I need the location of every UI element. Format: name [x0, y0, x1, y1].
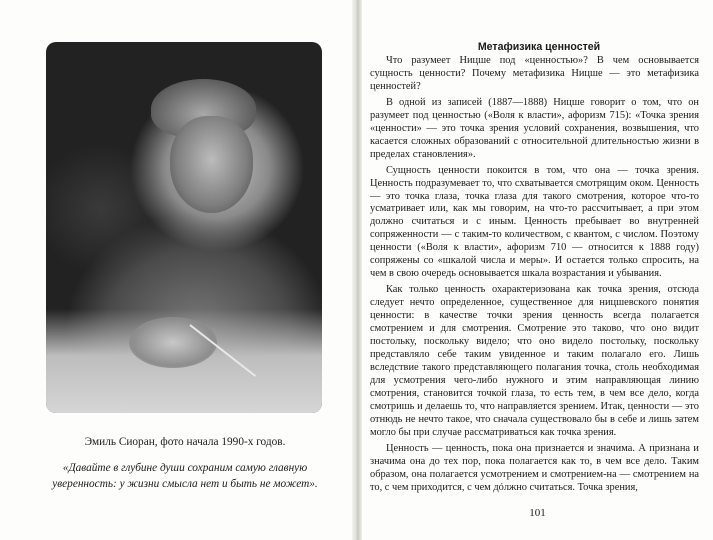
book-gutter [352, 0, 362, 540]
photo-hand-region [129, 317, 217, 369]
paragraph: Что разумеет Ницше под «ценностью»? В чем основывается сущность ценности? Почему метафизика Ницше — это метафизика ценностей? [370, 55, 699, 92]
right-page [362, 0, 713, 540]
left-page [0, 0, 352, 540]
paragraph: Сущность ценности покоится в том, что она — точка зрения. Ценность подразумевает то, что схватывается смотрящим оком. Ценность — это точка глаза, точка глаза для такого смотрения, которое что-то усматривает или, как мы говорим, на что-то рассчитывает, а при этом должно считаться и с иным. Ценность пребывает во внутренней сопряженности — с таким-то количеством, с квантом, с числом. Поэтому ценности («Воля к власти», афоризм 710 — относится к 1888 году) сопряжены со «шкалой числа и меры». И остается только спросить, на чем в свою очередь основывается шкала возрастания и убывания. [370, 164, 699, 280]
paragraph: Как только ценность охарактеризована как точка зрения, отсюда следует нечто определенное, существенное для ницшевского понятия ценности: в качестве точки зрения ценность всегда полагается смотрением и для смотрения. Смотрение это таково, что оно видит постольку, поскольку видело; что оно видело постольку, поскольку представляло себе таким увиденное и таким полагало его. Лишь вследствие такого представляющего полагания точка, столь необходимая для усмотрения чего-либо нужного и этим направляющая линию смотрения, становится точкой глаза, то есть тем, в чем все дело, когда смотришь и делаешь то, что направляется зрением. Итак, ценности — это отнюдь не нечто такое, что сначала существовало бы в себе и лишь затем могло бы при случае рассматриваться как точка зрения. [370, 284, 699, 438]
photo-caption: Эмиль Сиоран, фото начала 1990-х годов. [84, 436, 286, 448]
section-heading: Метафизика ценностей [477, 41, 601, 53]
paragraph: Ценность — ценность, пока она признается и значима. А признана и значима она до тех пор, пока полагается как то, в чем все дело. Таким образом, она полагается усмотрением и смотрением-на — смотрением на то, с чем приходится, с чем дóлжно считаться. Точка зрения, [370, 442, 699, 493]
author-photo [46, 42, 322, 413]
epigraph-quote: «Давайте в глубине души сохраним самую главную уверенность: у жизни смысла нет и быть не может». [52, 462, 318, 490]
body-text [370, 55, 699, 497]
page-number: 101 [529, 507, 546, 519]
paragraph: В одной из записей (1887—1888) Ницше говорит о том, что он разумеет под ценностью («Воля к власти», афоризм 715): «Точка зрения «ценности» — это точка зрения условий сохранения, возвышения, что касается сложных образований с относительной длительностью жизни в пределах становления». [370, 96, 699, 160]
photo-face-region [170, 116, 253, 212]
